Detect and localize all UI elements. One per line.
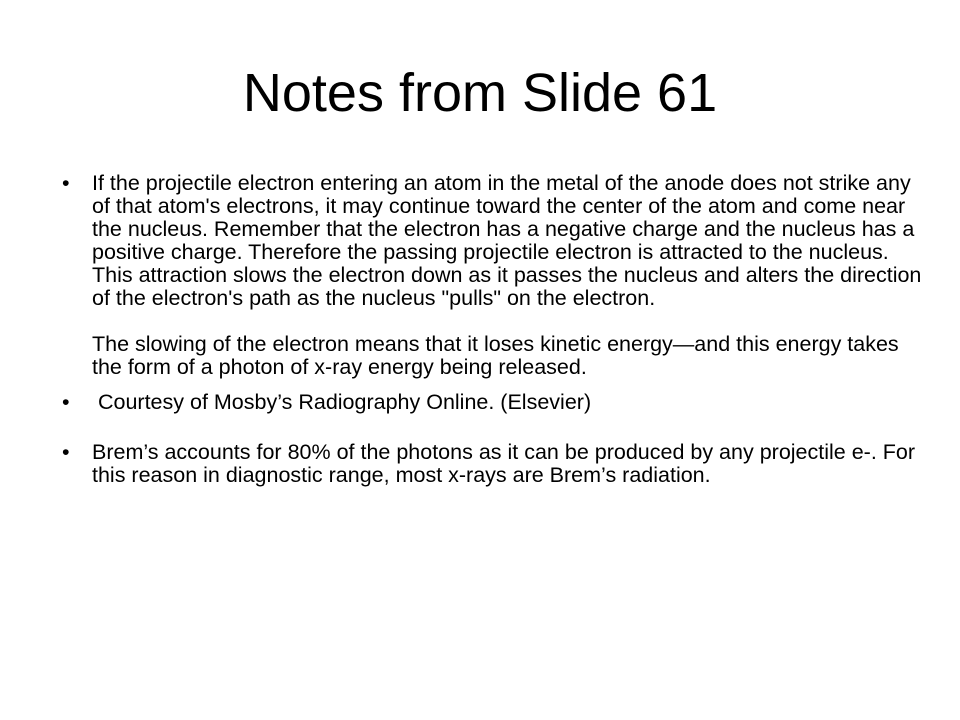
bullet-icon: • [62, 390, 70, 414]
bullet-item-brems-percentage [62, 441, 922, 487]
bullet-item-courtesy [62, 389, 922, 415]
bullet-paragraph: Brem’s accounts for 80% of the photons as it can be produced by any projectile e-. For this reason in diagnostic range, most x-rays are Brem’s radiation. [92, 440, 916, 487]
bullet-item-bremsstrahlung-explanation [62, 172, 922, 379]
slide-title: Notes from Slide 61 [242, 63, 718, 123]
bullet-icon: • [62, 171, 70, 195]
bullet-list [62, 172, 922, 487]
bullet-paragraph: If the projectile electron entering an atom in the metal of the anode does not strike any of that atom's electrons, it may continue toward the center of the atom and come near the nucleus. Remember that the electron has a negative charge and the nucleus has a positive charge. Therefore the passing projectile electron is attracted to the nucleus. This attraction slows the electron down as it passes the nucleus and alters the direction of the electron's path as the nucleus "pulls" on the electron. [92, 171, 922, 310]
bullet-paragraph: Courtesy of Mosby’s Radiography Online. (Elsevier) [92, 390, 592, 414]
bullet-icon: • [62, 440, 70, 464]
bullet-paragraph: The slowing of the electron means that it loses kinetic energy—and this energy takes the form of a photon of x-ray energy being released. [92, 332, 899, 379]
